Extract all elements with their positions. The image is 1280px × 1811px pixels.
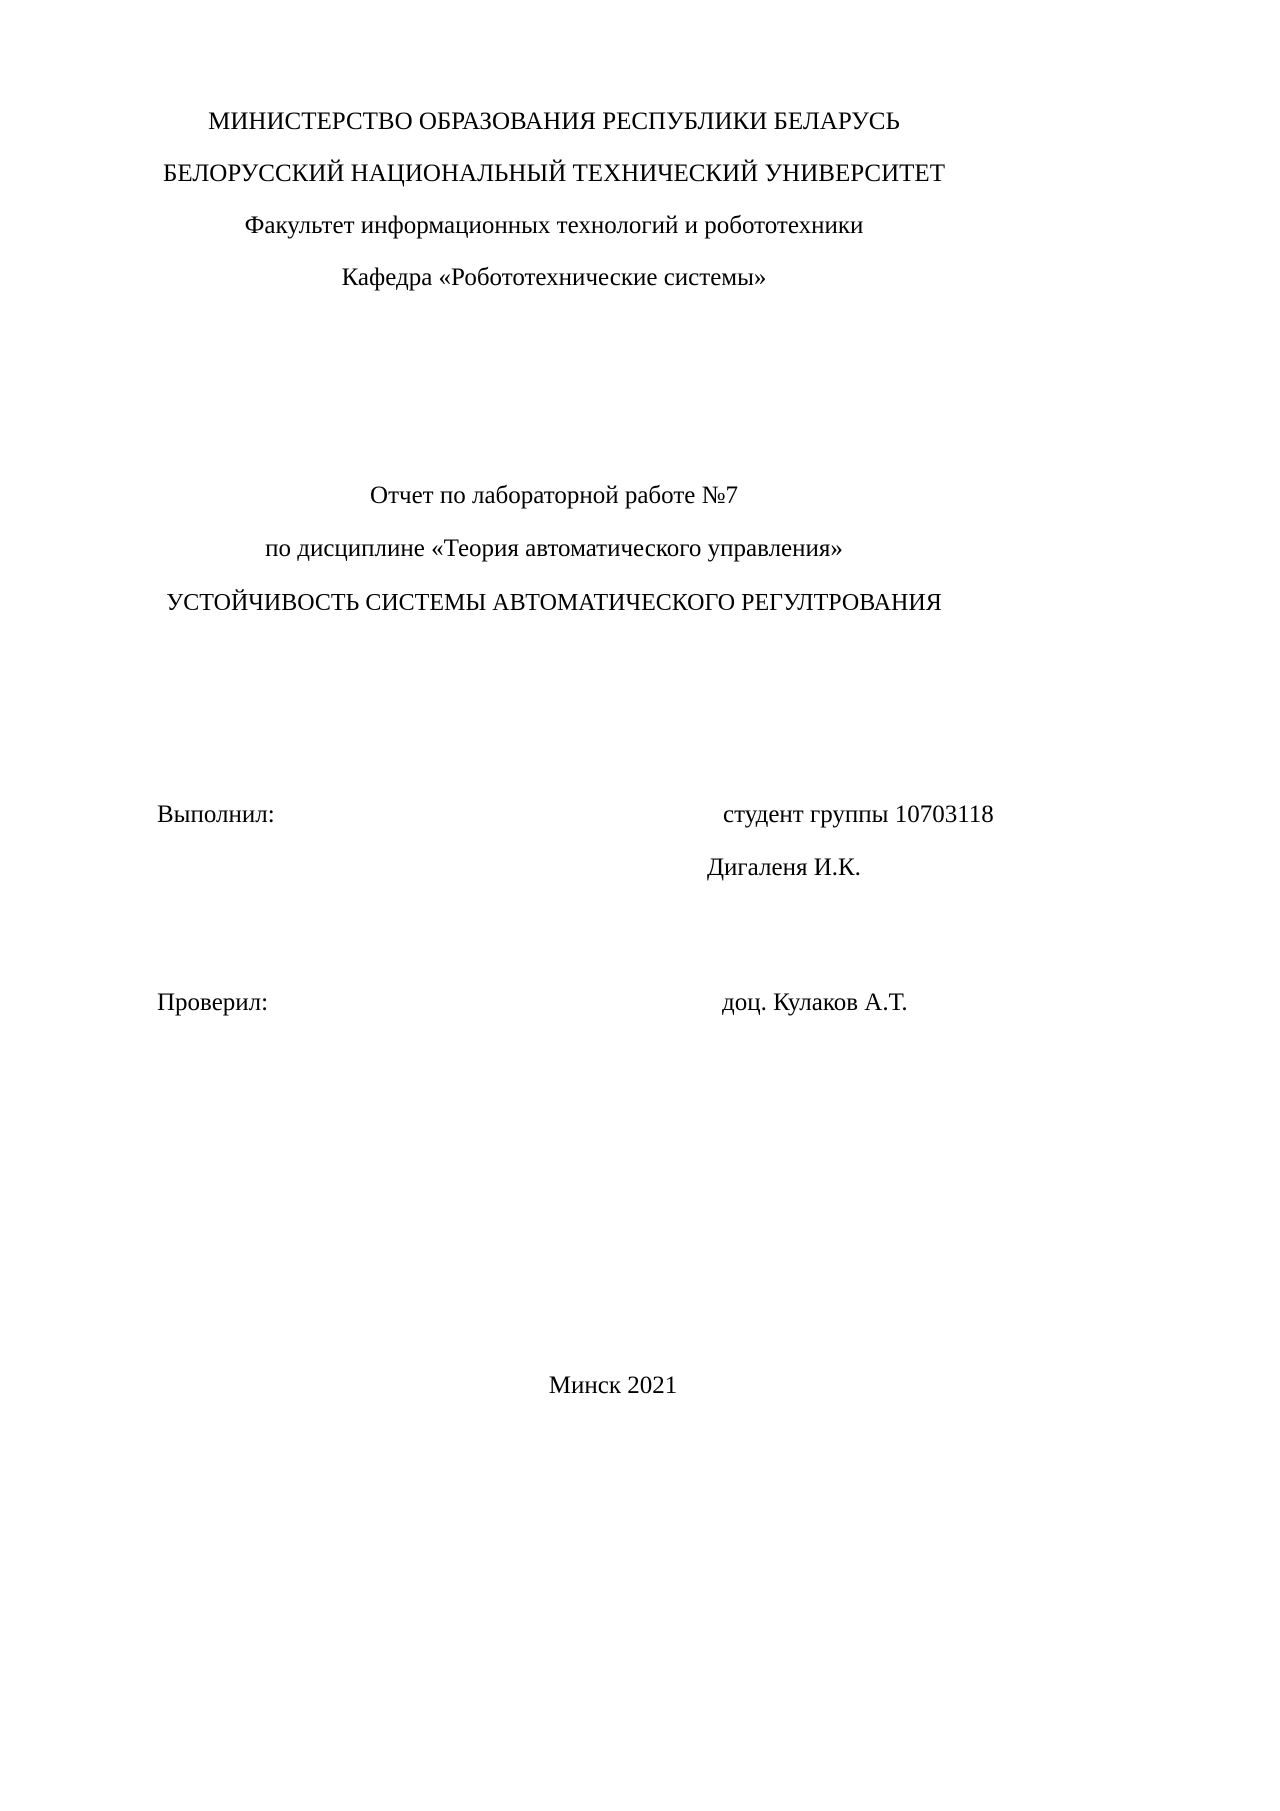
- performed-name: Дигаленя И.К.: [707, 854, 861, 881]
- report-title: Отчет по лабораторной работе №7: [370, 482, 738, 509]
- ministry-heading: МИНИСТЕРСТВО ОБРАЗОВАНИЯ РЕСПУБЛИКИ БЕЛАРУСЬ: [208, 108, 900, 135]
- city-year: Минск 2021: [548, 1372, 678, 1399]
- checked-name: доц. Кулаков А.Т.: [722, 989, 908, 1016]
- checked-label: Проверил:: [157, 989, 269, 1016]
- report-discipline: по дисциплине «Теория автоматического управления»: [265, 535, 843, 562]
- performed-role: студент группы 10703118: [723, 801, 994, 828]
- university-heading: БЕЛОРУССКИЙ НАЦИОНАЛЬНЫЙ ТЕХНИЧЕСКИЙ УНИВЕРСИТЕТ: [163, 160, 945, 187]
- department-heading: Кафедра «Робототехнические системы»: [341, 264, 767, 291]
- faculty-heading: Факультет информационных технологий и робототехники: [244, 212, 864, 239]
- report-topic: УСТОЙЧИВОСТЬ СИСТЕМЫ АВТОМАТИЧЕСКОГО РЕГУЛТРОВАНИЯ: [166, 590, 942, 616]
- performed-label: Выполнил:: [157, 801, 275, 828]
